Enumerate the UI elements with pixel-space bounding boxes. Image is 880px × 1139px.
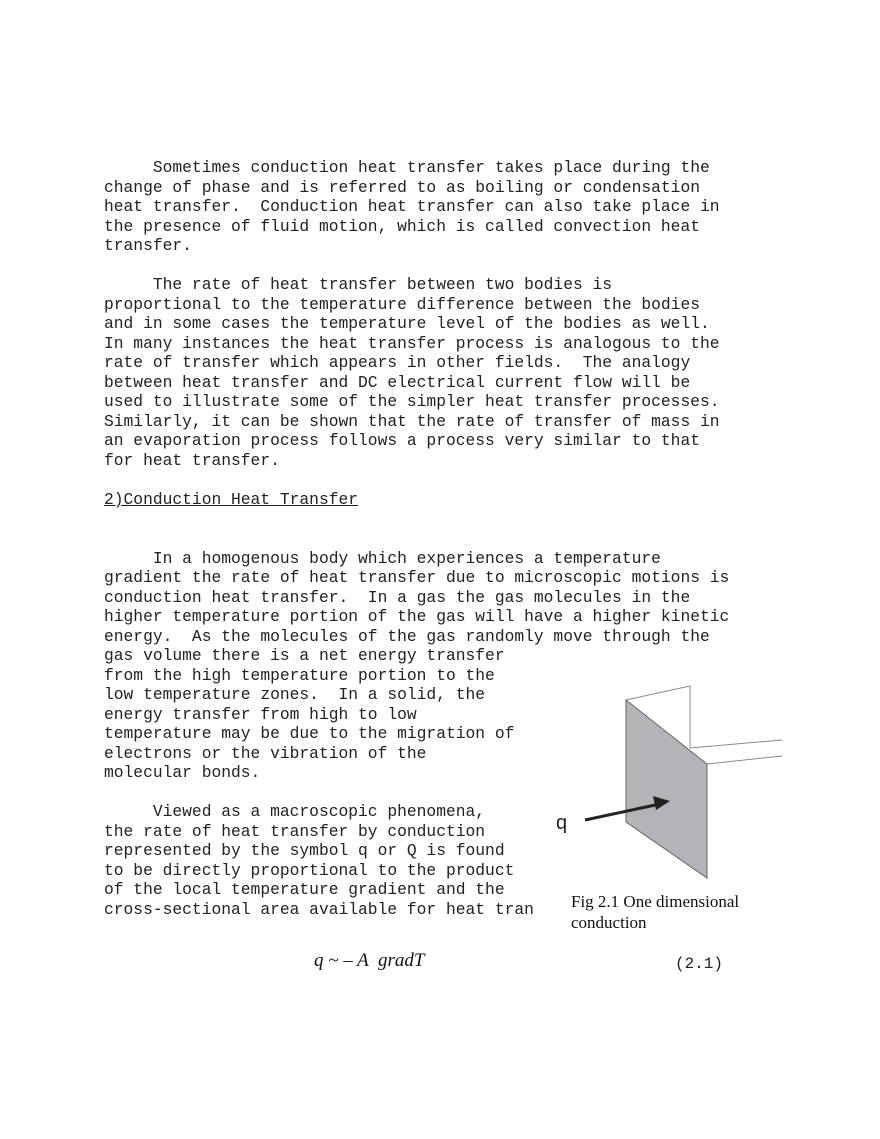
section-heading: 2)Conduction Heat Transfer xyxy=(104,490,359,509)
equation: q ~ – A gradT xyxy=(314,950,425,971)
paragraph-2-line: an evaporation process follows a process very similar to that xyxy=(104,431,700,450)
conducting-plate xyxy=(626,700,707,878)
figure-caption-line2: conduction xyxy=(571,913,647,932)
paragraph-1-line: Sometimes conduction heat transfer takes place during the xyxy=(104,158,710,177)
paragraph-3-line: temperature may be due to the migration of xyxy=(104,724,515,743)
paragraph-2-line: In many instances the heat transfer process is analogous to the xyxy=(104,334,720,353)
paragraph-3-line: In a homogenous body which experiences a temperature xyxy=(104,549,661,568)
paragraph-3-line: gradient the rate of heat transfer due to microscopic motions is xyxy=(104,568,730,587)
paragraph-1-line: change of phase and is referred to as boiling or condensation xyxy=(104,178,700,197)
paragraph-4-line: to be directly proportional to the product xyxy=(104,861,515,880)
paragraph-4-line: represented by the symbol q or Q is found xyxy=(104,841,505,860)
box-outline-bottom xyxy=(707,756,782,764)
q-label: q xyxy=(556,812,568,834)
paragraph-2-line: for heat transfer. xyxy=(104,451,280,470)
paragraph-3-line: energy. As the molecules of the gas randomly move through the xyxy=(104,627,710,646)
paragraph-3-line: from the high temperature portion to the xyxy=(104,666,495,685)
figure-caption xyxy=(571,891,739,933)
paragraph-1-line: heat transfer. Conduction heat transfer can also take place in xyxy=(104,197,720,216)
paragraph-4-line: Viewed as a macroscopic phenomena, xyxy=(104,802,486,821)
paragraph-4-line: of the local temperature gradient and the xyxy=(104,880,505,899)
paragraph-3-line: electrons or the vibration of the xyxy=(104,744,427,763)
paragraph-4-line: cross-sectional area available for heat tran xyxy=(104,900,534,919)
paragraph-3-line: gas volume there is a net energy transfer xyxy=(104,646,505,665)
paragraph-3-line: energy transfer from high to low xyxy=(104,705,417,724)
paragraph-3-line: conduction heat transfer. In a gas the gas molecules in the xyxy=(104,588,691,607)
paragraph-1-line: transfer. xyxy=(104,236,192,255)
paragraph-2-line: The rate of heat transfer between two bodies is xyxy=(104,275,613,294)
paragraph-2-line: and in some cases the temperature level of the bodies as well. xyxy=(104,314,710,333)
paragraph-3-line: higher temperature portion of the gas will have a higher kinetic xyxy=(104,607,730,626)
paragraph-3-line: low temperature zones. In a solid, the xyxy=(104,685,486,704)
paragraph-2-line: Similarly, it can be shown that the rate of transfer of mass in xyxy=(104,412,720,431)
paragraph-3-line: molecular bonds. xyxy=(104,763,261,782)
figure-caption-line1: Fig 2.1 One dimensional xyxy=(571,892,740,911)
equation-number: (2.1) xyxy=(675,955,724,973)
paragraph-2-line: used to illustrate some of the simpler heat transfer processes. xyxy=(104,392,720,411)
paragraph-1-line: the presence of fluid motion, which is called convection heat xyxy=(104,217,700,236)
paragraph-4-line: the rate of heat transfer by conduction xyxy=(104,822,486,841)
paragraph-2-line: rate of transfer which appears in other fields. The analogy xyxy=(104,353,691,372)
paragraph-2-line: between heat transfer and DC electrical current flow will be xyxy=(104,373,691,392)
paragraph-2-line: proportional to the temperature difference between the bodies xyxy=(104,295,700,314)
conduction-figure xyxy=(550,682,790,882)
